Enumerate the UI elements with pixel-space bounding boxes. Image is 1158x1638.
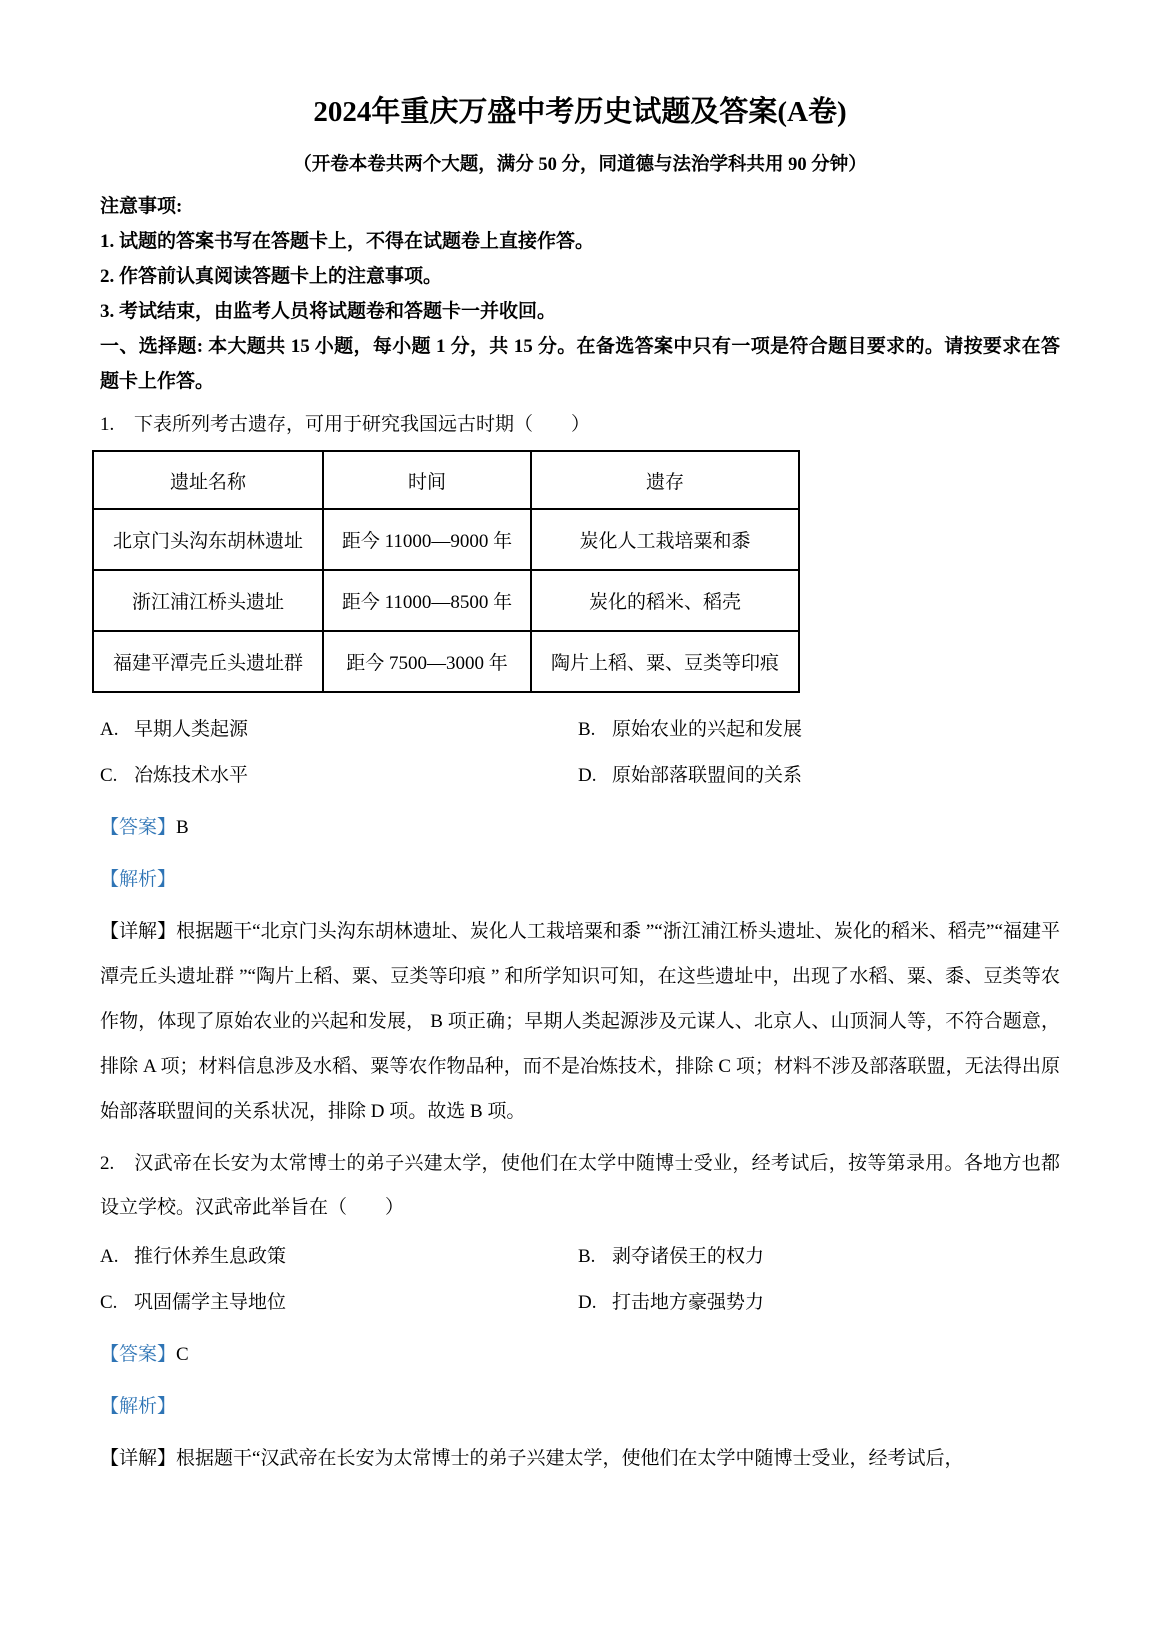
question-2-options (100, 1234, 1060, 1326)
option-text: 原始部落联盟间的关系 (612, 765, 803, 786)
question-1-answer-line (100, 805, 1060, 851)
exam-subtitle: （开卷本卷共两个大题，满分 50 分，同道德与法治学科共用 90 分钟） (293, 155, 867, 175)
analysis-label: 【解析】 (100, 869, 177, 890)
table-cell: 北京门头沟东胡林遗址 (93, 509, 323, 570)
question-2-answer-line (100, 1332, 1060, 1378)
section-heading: 一、选择题: 本大题共 15 小题，每小题 1 分，共 15 分。在备选答案中只有一项是符合题目要求的。请按要求在答题卡上作答。 (100, 336, 1060, 392)
notice-item-3: 3. 考试结束，由监考人员将试题卷和答题卡一并收回。 (100, 301, 557, 322)
question-1 (100, 403, 1060, 1134)
option-text: 原始农业的兴起和发展 (612, 719, 803, 740)
option-letter: C. (100, 1292, 118, 1313)
question-1-stem-text: 下表所列考古遗存，可用于研究我国远古时期（ ） (134, 414, 591, 435)
option-letter: D. (578, 765, 597, 786)
table-row (93, 631, 799, 692)
page-title: 2024年重庆万盛中考历史试题及答案(A卷) (313, 96, 847, 128)
answer-label: 【答案】 (100, 1344, 177, 1365)
option-letter: C. (100, 765, 118, 786)
table-cell: 浙江浦江桥头遗址 (93, 570, 323, 631)
question-2-option-a (100, 1234, 578, 1280)
option-text: 冶炼技术水平 (134, 765, 249, 786)
option-letter: D. (578, 1292, 597, 1313)
option-letter: A. (100, 1246, 119, 1267)
question-2-option-c (100, 1280, 578, 1326)
question-1-number: 1. (100, 414, 115, 435)
option-letter: B. (578, 1246, 596, 1267)
question-2-answer-value: C (176, 1344, 189, 1365)
table-header-time: 时间 (323, 451, 531, 509)
question-2-stem (100, 1142, 1060, 1230)
table-cell: 距今 11000—8500 年 (323, 570, 531, 631)
table-cell: 陶片上稻、粟、豆类等印痕 (531, 631, 799, 692)
question-1-option-d (578, 753, 1060, 799)
question-1-detail (100, 909, 1060, 1134)
table-header-site-name: 遗址名称 (93, 451, 323, 509)
question-1-detail-text: 根据题干“北京门头沟东胡林遗址、炭化人工栽培粟和黍 ”“浙江浦江桥头遗址、炭化的稻米、稻壳”“福建平潭壳丘头遗址群 ”“陶片上稻、粟、豆类等印痕 ” 和所学知识可知，在这些遗址中，出现了水稻、粟、黍、豆类等农作物，体现了原始农业的兴起和发展， B 项正确；早期人类起源涉及元谋人、北京人、山顶洞人等，不符合题意，排除 A 项；材料信息涉及水稻、粟等农作物品种，而不是冶炼技术，排除 C 项；材料不涉及部落联盟，无法得出原始部落联盟间的关系状况，排除 D 项。故选 B 项。 (100, 921, 1060, 1122)
answer-label: 【答案】 (100, 817, 177, 838)
question-2-detail-text: 根据题干“汉武帝在长安为太常博士的弟子兴建太学，使他们在太学中随博士受业，经考试后， (176, 1448, 964, 1469)
option-text: 打击地方豪强势力 (612, 1292, 765, 1313)
analysis-label: 【解析】 (100, 1396, 177, 1417)
question-1-option-a (100, 707, 578, 753)
option-letter: A. (100, 719, 119, 740)
option-letter: B. (578, 719, 596, 740)
notice-heading: 注意事项: (100, 196, 183, 217)
option-text: 早期人类起源 (134, 719, 249, 740)
table-cell: 炭化人工栽培粟和黍 (531, 509, 799, 570)
question-1-options (100, 707, 1060, 799)
question-2-detail (100, 1436, 1060, 1481)
question-1-analysis-line (100, 857, 1060, 903)
archaeology-sites-table (92, 450, 800, 693)
question-1-stem (100, 403, 1060, 447)
detail-label: 【详解】 (100, 1448, 177, 1469)
question-2-stem-text: 汉武帝在长安为太常博士的弟子兴建太学，使他们在太学中随博士受业，经考试后，按等第录用。各地方也都设立学校。汉武帝此举旨在（ ） (100, 1153, 1060, 1218)
notice-item-1: 1. 试题的答案书写在答题卡上，不得在试题卷上直接作答。 (100, 231, 595, 252)
table-row (93, 509, 799, 570)
option-text: 剥夺诸侯王的权力 (612, 1246, 765, 1267)
table-cell: 炭化的稻米、稻壳 (531, 570, 799, 631)
table-cell: 福建平潭壳丘头遗址群 (93, 631, 323, 692)
table-row (93, 570, 799, 631)
question-2-number: 2. (100, 1153, 115, 1174)
option-text: 巩固儒学主导地位 (134, 1292, 287, 1313)
table-cell: 距今 7500—3000 年 (323, 631, 531, 692)
option-text: 推行休养生息政策 (134, 1246, 287, 1267)
question-1-answer-value: B (176, 817, 189, 838)
question-1-option-b (578, 707, 1060, 753)
detail-label: 【详解】 (100, 921, 177, 942)
table-cell: 距今 11000—9000 年 (323, 509, 531, 570)
table-header-row (93, 451, 799, 509)
question-2-option-b (578, 1234, 1060, 1280)
question-2-option-d (578, 1280, 1060, 1326)
table-header-remains: 遗存 (531, 451, 799, 509)
question-2-analysis-line (100, 1384, 1060, 1430)
question-2 (100, 1142, 1060, 1481)
notice-item-2: 2. 作答前认真阅读答题卡上的注意事项。 (100, 266, 443, 287)
question-1-option-c (100, 753, 578, 799)
